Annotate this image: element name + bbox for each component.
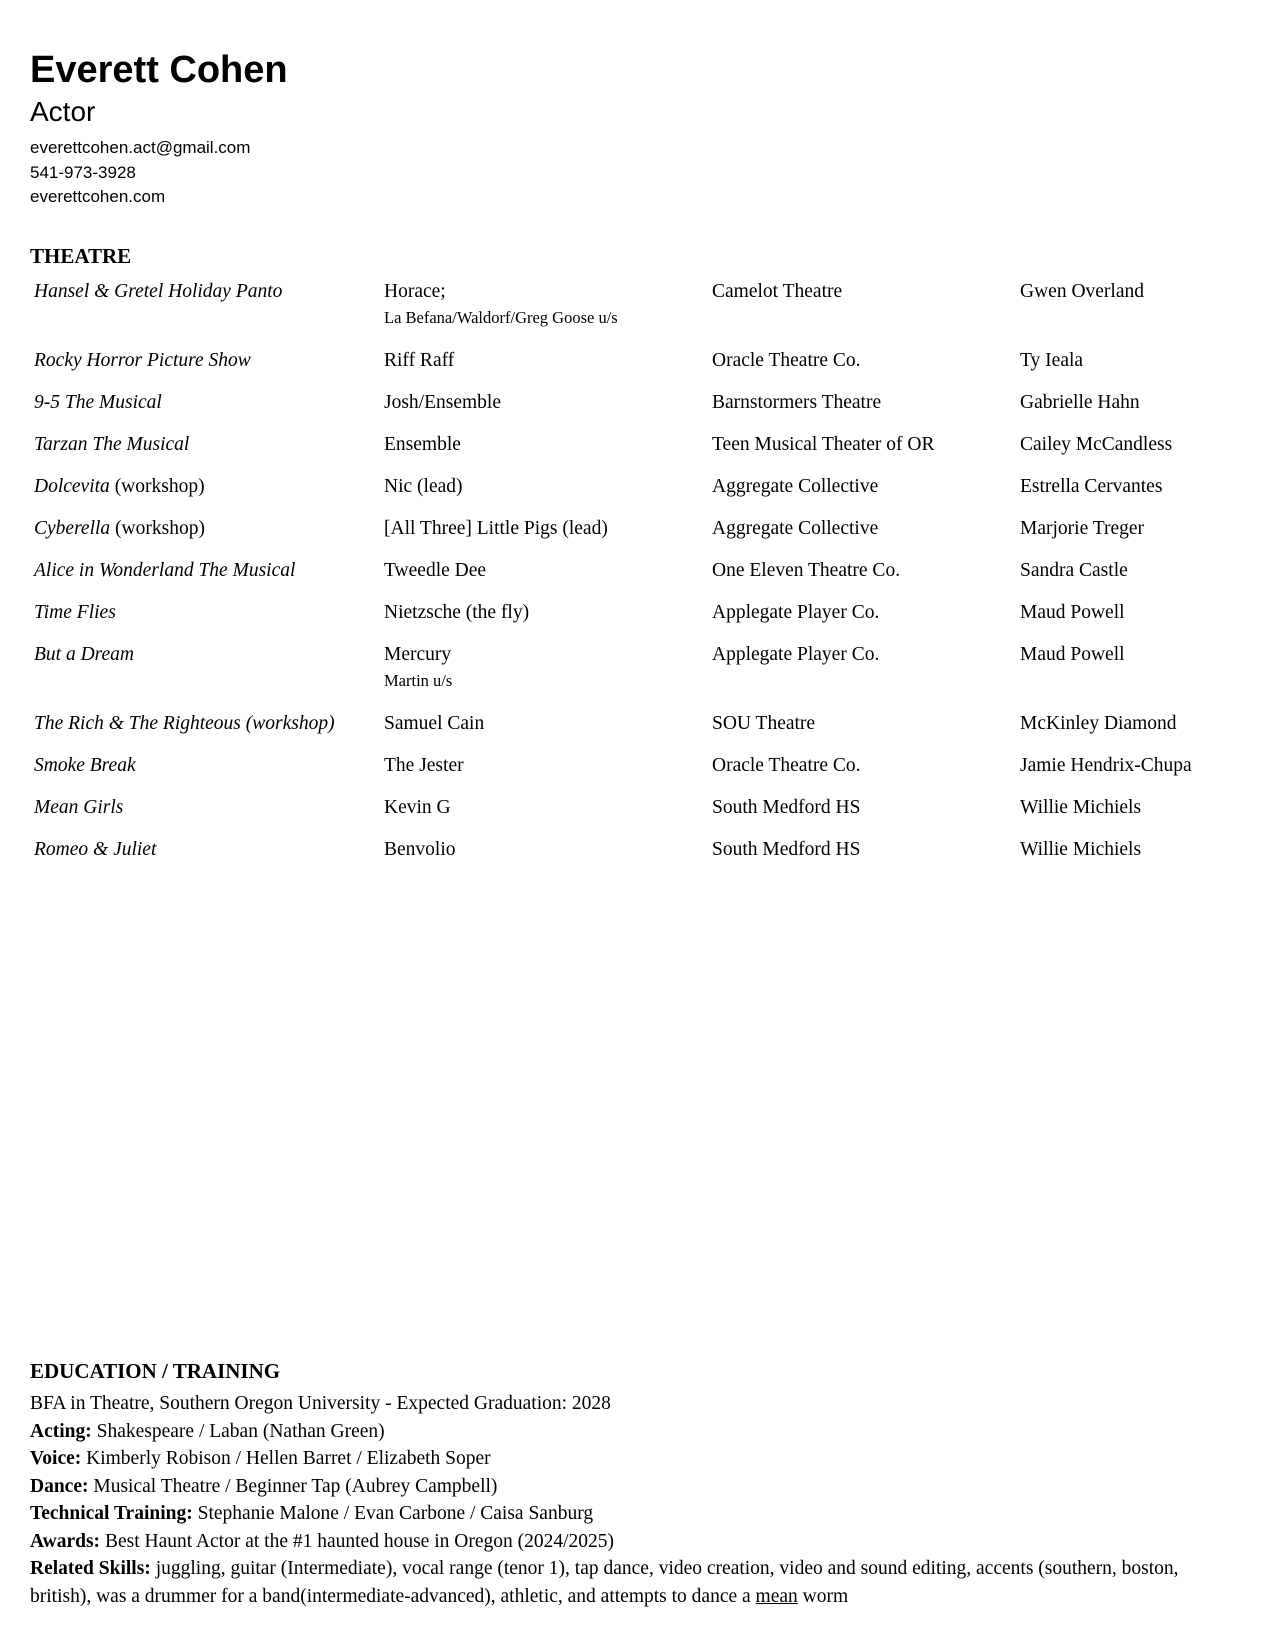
credit-show	[34, 712, 384, 736]
skills-label: Related Skills:	[30, 1558, 151, 1579]
role-name: Josh/Ensemble	[384, 392, 501, 413]
credit-row	[34, 280, 1244, 349]
show-title: Smoke Break	[34, 755, 136, 776]
credit-venue: Aggregate Collective	[712, 518, 879, 539]
show-title: But a Dream	[34, 644, 135, 665]
show-title: Alice in Wonderland The Musical	[34, 560, 296, 581]
role-name: Horace;	[384, 281, 446, 302]
credit-venue: One Eleven Theatre Co.	[712, 560, 901, 581]
understudy-note: La Befana/Waldorf/Greg Goose u/s	[384, 308, 618, 327]
show-title: Dolcevita	[34, 476, 110, 497]
role-name: Nic (lead)	[384, 476, 463, 497]
credit-show	[34, 433, 384, 457]
credit-row	[34, 601, 1244, 643]
role-name: [All Three] Little Pigs (lead)	[384, 518, 608, 539]
credit-show	[34, 754, 384, 778]
awards-line	[30, 1528, 1230, 1556]
technical-training	[30, 1500, 1230, 1528]
voice-label: Voice:	[30, 1448, 82, 1469]
credit-venue: SOU Theatre	[712, 713, 816, 734]
credit-row	[34, 838, 1244, 880]
credit-role	[384, 280, 712, 332]
education-section-title: EDUCATION / TRAINING	[30, 1359, 281, 1383]
website-url: everettcohen.com	[30, 187, 166, 206]
actor-name: Everett Cohen	[30, 49, 288, 91]
credit-director: Maud Powell	[1020, 644, 1125, 665]
credit-venue: Applegate Player Co.	[712, 644, 880, 665]
theatre-section-title: THEATRE	[30, 244, 132, 268]
credit-role	[384, 475, 712, 499]
credit-row	[34, 754, 1244, 796]
credit-director: Willie Michiels	[1020, 797, 1142, 818]
credit-row	[34, 643, 1244, 712]
credit-show	[34, 349, 384, 373]
credit-role	[384, 712, 712, 736]
show-title: Mean Girls	[34, 797, 124, 818]
theatre-credits-table	[34, 280, 1244, 880]
acting-text: Shakespeare / Laban (Nathan Green)	[91, 1420, 385, 1442]
credit-show	[34, 643, 384, 667]
credit-venue: Oracle Theatre Co.	[712, 350, 861, 371]
technical-text: Stephanie Malone / Evan Carbone / Caisa Sanburg	[192, 1503, 594, 1524]
role-name: Benvolio	[384, 839, 456, 860]
credit-show	[34, 517, 384, 541]
dance-training	[30, 1473, 1230, 1501]
credit-show	[34, 391, 384, 415]
email-address: everettcohen.act@gmail.com	[30, 138, 251, 157]
role-name: Samuel Cain	[384, 713, 485, 734]
actor-title: Actor	[30, 96, 96, 127]
credit-row	[34, 559, 1244, 601]
credit-director: Maud Powell	[1020, 602, 1125, 623]
credit-role	[384, 838, 712, 862]
credit-role	[384, 391, 712, 415]
show-note: (workshop)	[110, 518, 205, 539]
role-name: Tweedle Dee	[384, 560, 487, 581]
show-title: Rocky Horror Picture Show	[34, 350, 251, 371]
credit-role	[384, 517, 712, 541]
credit-venue: Aggregate Collective	[712, 476, 879, 497]
credit-role	[384, 559, 712, 583]
credit-show	[34, 559, 384, 583]
role-name: The Jester	[384, 755, 464, 776]
credit-row	[34, 391, 1244, 433]
acting-label: Acting:	[30, 1420, 92, 1442]
show-title: Hansel & Gretel Holiday Panto	[34, 281, 283, 302]
skills-emphasis: mean	[755, 1585, 798, 1607]
credit-show	[34, 796, 384, 820]
show-title: Romeo & Juliet	[34, 839, 157, 860]
show-title: Tarzan The Musical	[34, 434, 190, 455]
show-title: Cyberella	[34, 518, 111, 539]
awards-label: Awards:	[30, 1530, 101, 1552]
voice-text: Kimberly Robison / Hellen Barret / Elizabeth Soper	[81, 1448, 491, 1469]
phone-number: 541-973-3928	[30, 162, 136, 182]
credit-show	[34, 280, 384, 304]
credit-director: Gwen Overland	[1020, 281, 1144, 302]
degree-line: BFA in Theatre, Southern Oregon University - Expected Graduation: 2028	[30, 1393, 611, 1414]
credit-venue: Camelot Theatre	[712, 281, 843, 302]
credit-role	[384, 349, 712, 373]
technical-label: Technical Training:	[30, 1503, 193, 1524]
show-title: The Rich & The Righteous (workshop)	[34, 713, 335, 734]
credit-row	[34, 796, 1244, 838]
credit-row	[34, 433, 1244, 475]
credit-director: Gabrielle Hahn	[1020, 392, 1140, 413]
credit-director: Ty Ieala	[1020, 350, 1084, 371]
role-name: Nietzsche (the fly)	[384, 602, 530, 623]
role-name: Kevin G	[384, 797, 451, 818]
role-name: Riff Raff	[384, 350, 455, 371]
credit-director: Marjorie Treger	[1020, 518, 1145, 539]
skills-tail: worm	[797, 1585, 849, 1607]
credit-venue: Teen Musical Theater of OR	[712, 434, 935, 455]
skills-text: juggling, guitar (Intermediate), vocal range (tenor 1), tap dance, video creation, video and sound editing, accents (southern, boston, british), was a drummer for a band(intermediate-advanced), athletic, and attempts to dance a	[30, 1558, 1179, 1607]
credit-director: Willie Michiels	[1020, 839, 1142, 860]
show-title: 9-5 The Musical	[34, 392, 162, 413]
credit-row	[34, 349, 1244, 391]
credit-venue: South Medford HS	[712, 839, 861, 860]
awards-text: Best Haunt Actor at the #1 haunted house in Oregon (2024/2025)	[100, 1530, 615, 1552]
role-name: Ensemble	[384, 434, 461, 455]
credit-show	[34, 601, 384, 625]
dance-text: Musical Theatre / Beginner Tap (Aubrey Campbell)	[88, 1475, 498, 1497]
credit-director: Estrella Cervantes	[1020, 476, 1163, 497]
credit-venue: Barnstormers Theatre	[712, 392, 882, 413]
credit-show	[34, 475, 384, 499]
credit-venue: South Medford HS	[712, 797, 861, 818]
credit-venue: Applegate Player Co.	[712, 602, 880, 623]
credit-director: Sandra Castle	[1020, 560, 1128, 581]
education-section	[30, 1390, 1230, 1610]
role-name: Mercury	[384, 644, 452, 665]
credit-row	[34, 475, 1244, 517]
credit-row	[34, 712, 1244, 754]
credit-director: Jamie Hendrix-Chupa	[1020, 755, 1192, 776]
credit-venue: Oracle Theatre Co.	[712, 755, 861, 776]
credit-show	[34, 838, 384, 862]
resume-header	[30, 46, 288, 210]
credit-role	[384, 643, 712, 695]
dance-label: Dance:	[30, 1475, 89, 1497]
credit-row	[34, 517, 1244, 559]
acting-training	[30, 1418, 1230, 1446]
show-note: (workshop)	[109, 476, 205, 497]
credit-director: McKinley Diamond	[1020, 713, 1177, 734]
show-title: Time Flies	[34, 602, 116, 623]
voice-training	[30, 1445, 1230, 1473]
credit-role	[384, 796, 712, 820]
credit-role	[384, 754, 712, 778]
credit-role	[384, 601, 712, 625]
credit-director: Cailey McCandless	[1020, 434, 1173, 455]
credit-role	[384, 433, 712, 457]
related-skills	[30, 1555, 1230, 1610]
understudy-note: Martin u/s	[384, 671, 453, 690]
